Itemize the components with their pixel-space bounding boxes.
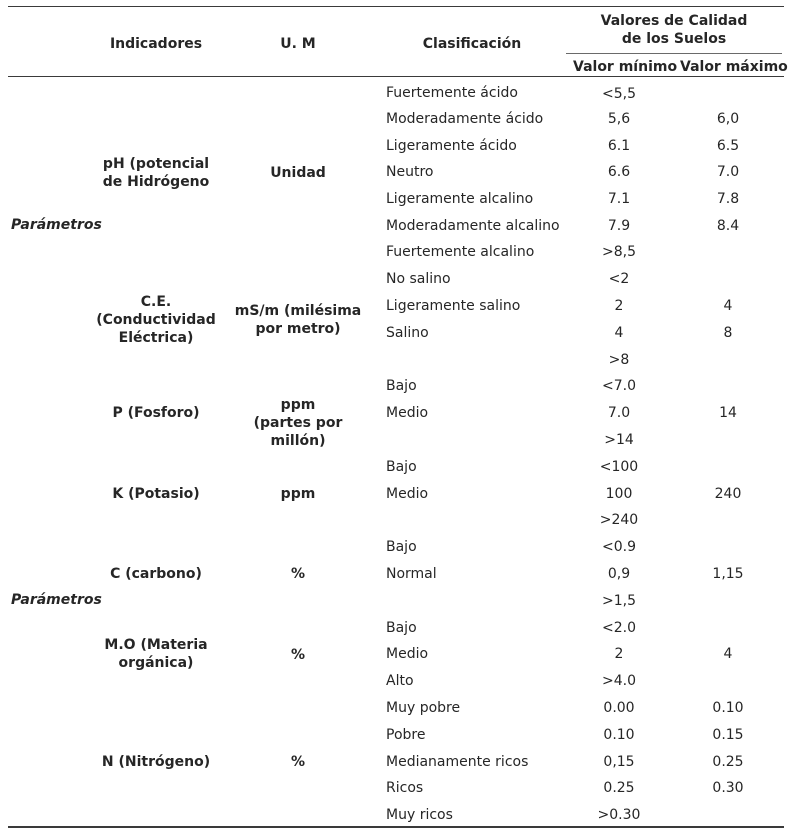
indicator-ce-line1: C.E. <box>140 294 172 310</box>
row-16-max: 240 <box>714 486 742 502</box>
indicator-ph-line1: pH (potencial <box>102 156 210 172</box>
row-2-min: 5,6 <box>607 111 631 127</box>
indicator-k: K (Potasio) <box>112 486 200 502</box>
um-k: ppm <box>280 486 316 502</box>
row-28-clasificacion: Muy ricos <box>386 807 453 823</box>
row-1-min: <5,5 <box>602 86 636 102</box>
indicator-n: N (Nitrógeno) <box>101 754 211 770</box>
header-bottom-rule <box>8 76 784 77</box>
header-valor-maximo: Valor máximo <box>680 59 788 75</box>
indicator-mo <box>90 636 222 672</box>
indicator-mo-line2: orgánica) <box>118 655 194 671</box>
row-27-clasificacion: Ricos <box>386 780 424 796</box>
um-ce <box>230 302 366 338</box>
row-16-clasificacion: Medio <box>386 486 429 502</box>
row-27-min: 0.25 <box>603 780 635 796</box>
row-5-min: 7.1 <box>607 191 631 207</box>
row-22-min: 2 <box>614 646 624 662</box>
row-26-min: 0,15 <box>603 754 635 770</box>
row-23-min: >4.0 <box>602 673 636 689</box>
row-9-min: 2 <box>614 298 624 314</box>
row-26-clasificacion: Medianamente ricos <box>386 754 529 770</box>
row-27-max: 0.30 <box>712 780 744 796</box>
row-9-max: 4 <box>723 298 733 314</box>
row-7-clasificacion: Fuertemente alcalino <box>386 244 535 260</box>
indicator-ph-line2: de Hidrógeno <box>102 174 210 190</box>
um-ce-line1: mS/m (milésima <box>234 303 362 319</box>
indicator-ce <box>96 293 216 347</box>
row-15-min: <100 <box>599 459 639 475</box>
row-22-max: 4 <box>723 646 733 662</box>
row-24-clasificacion: Muy pobre <box>386 700 461 716</box>
row-19-clasificacion: Normal <box>386 566 437 582</box>
um-mo: % <box>290 647 306 663</box>
row-2-clasificacion: Moderadamente ácido <box>386 111 544 127</box>
row-4-max: 7.0 <box>716 164 740 180</box>
row-25-clasificacion: Pobre <box>386 727 426 743</box>
row-25-max: 0.15 <box>712 727 744 743</box>
um-c: % <box>290 566 306 582</box>
row-1-clasificacion: Fuertemente ácido <box>386 85 518 101</box>
indicator-ce-line2: (Conductividad <box>96 312 216 328</box>
valores-group-rule <box>566 53 782 54</box>
um-p-line2: (partes por millón) <box>253 415 343 449</box>
row-19-max: 1,15 <box>712 566 744 582</box>
row-21-clasificacion: Bajo <box>386 620 417 636</box>
row-13-min: 7.0 <box>607 405 631 421</box>
header-clasificacion: Clasificación <box>422 36 522 52</box>
row-5-clasificacion: Ligeramente alcalino <box>386 191 534 207</box>
row-6-max: 8.4 <box>716 218 740 234</box>
row-2-max: 6,0 <box>716 111 740 127</box>
row-14-min: >14 <box>604 432 634 448</box>
row-4-min: 6.6 <box>607 164 631 180</box>
group-label-1: Parámetros <box>11 217 102 233</box>
row-20-min: >1,5 <box>602 593 636 609</box>
row-8-clasificacion: No salino <box>386 271 451 287</box>
header-valores-line1: Valores de Calidad <box>600 13 748 29</box>
indicator-ce-line3: Eléctrica) <box>118 330 194 346</box>
um-ph: Unidad <box>270 165 326 181</box>
table-top-rule <box>8 6 784 7</box>
row-12-min: <7.0 <box>602 378 636 394</box>
header-valores-line2: de los Suelos <box>621 31 727 47</box>
header-valor-minimo: Valor mínimo <box>573 59 678 75</box>
row-23-clasificacion: Alto <box>386 673 414 689</box>
um-p-line1: ppm <box>280 397 316 413</box>
row-13-max: 14 <box>719 405 737 421</box>
um-ce-line2: por metro) <box>255 321 341 337</box>
row-12-clasificacion: Bajo <box>386 378 417 394</box>
row-28-min: >0.30 <box>597 807 641 823</box>
row-24-min: 0.00 <box>603 700 635 716</box>
row-3-min: 6.1 <box>607 138 631 154</box>
row-18-min: <0.9 <box>602 539 636 555</box>
row-10-clasificacion: Salino <box>386 325 429 341</box>
row-11-min: >8 <box>608 352 630 368</box>
row-15-clasificacion: Bajo <box>386 459 417 475</box>
row-5-max: 7.8 <box>716 191 740 207</box>
table-bottom-rule <box>8 826 784 828</box>
indicator-p: P (Fosforo) <box>112 405 200 421</box>
indicator-ph <box>96 155 216 191</box>
indicator-c: C (carbono) <box>110 566 202 582</box>
row-17-min: >240 <box>599 512 639 528</box>
row-25-min: 0.10 <box>603 727 635 743</box>
row-24-max: 0.10 <box>712 700 744 716</box>
row-21-min: <2.0 <box>602 620 636 636</box>
row-16-min: 100 <box>605 486 633 502</box>
row-26-max: 0.25 <box>712 754 744 770</box>
row-3-max: 6.5 <box>716 138 740 154</box>
row-9-clasificacion: Ligeramente salino <box>386 298 521 314</box>
row-10-min: 4 <box>614 325 624 341</box>
um-p <box>226 396 370 450</box>
row-6-clasificacion: Moderadamente alcalino <box>386 218 560 234</box>
row-7-min: >8,5 <box>602 244 636 260</box>
group-label-2: Parámetros <box>11 592 102 608</box>
row-10-max: 8 <box>723 325 733 341</box>
um-n: % <box>290 754 306 770</box>
indicator-mo-line1: M.O (Materia <box>104 637 208 653</box>
row-8-min: <2 <box>608 271 630 287</box>
header-um: U. M <box>280 36 316 52</box>
row-22-clasificacion: Medio <box>386 646 429 662</box>
row-3-clasificacion: Ligeramente ácido <box>386 138 517 154</box>
row-6-min: 7.9 <box>607 218 631 234</box>
row-13-clasificacion: Medio <box>386 405 429 421</box>
header-indicadores: Indicadores <box>109 36 203 52</box>
row-19-min: 0,9 <box>607 566 631 582</box>
row-4-clasificacion: Neutro <box>386 164 434 180</box>
row-18-clasificacion: Bajo <box>386 539 417 555</box>
